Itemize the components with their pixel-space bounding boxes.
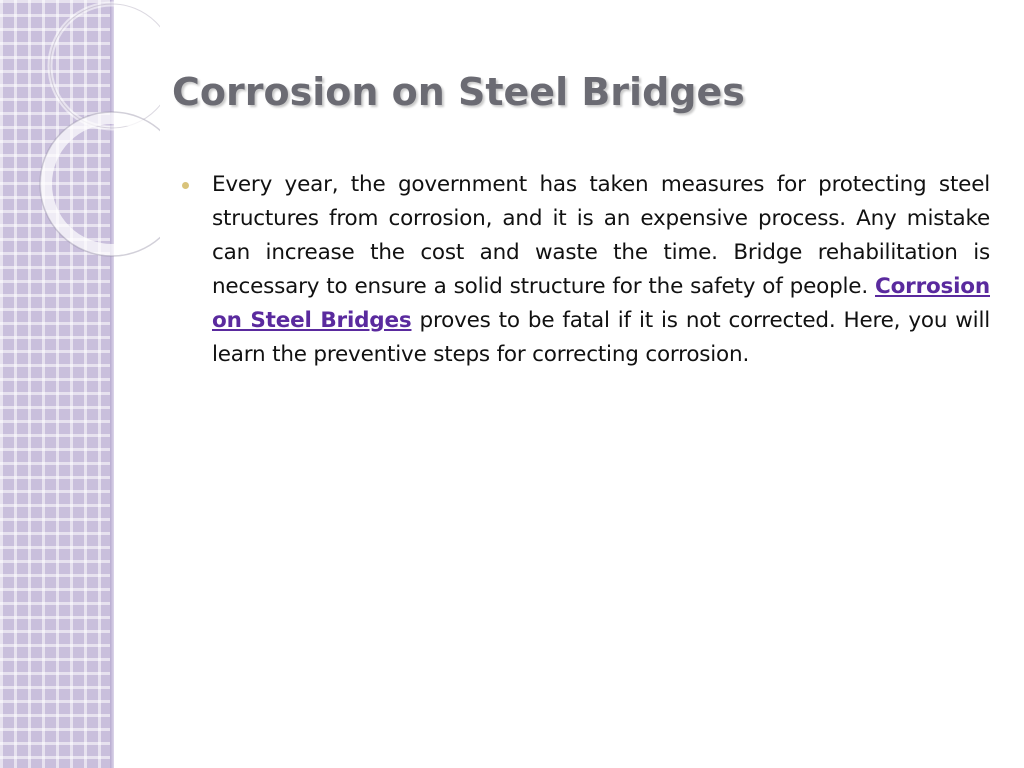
bullet-text: [212, 168, 990, 372]
decorative-circle-inner-edge: [40, 112, 160, 256]
decorative-circle-inner: [46, 118, 160, 250]
slide-title: Corrosion on Steel Bridges: [172, 70, 745, 114]
decorative-circles-icon: [0, 0, 160, 260]
corrosion-link[interactable]: Corrosion on Steel Bridges: [212, 274, 990, 333]
bullet-icon: [182, 182, 189, 189]
bullet-list: [182, 168, 990, 372]
bullet-text-before: Every year, the government has taken measures for protecting steel structures from corrosion, and it is an expensive process. Any mistake can increase the cost and waste the time. Bridge rehabilitation is necessary to ensure a solid structure for the safety of people.: [212, 172, 990, 299]
decorative-circle-outer: [50, 4, 160, 128]
bullet-item: [182, 168, 990, 372]
bullet-text-after: proves to be fatal if it is not corrected. Here, you will learn the preventive steps for correcting corrosion.: [212, 308, 990, 367]
